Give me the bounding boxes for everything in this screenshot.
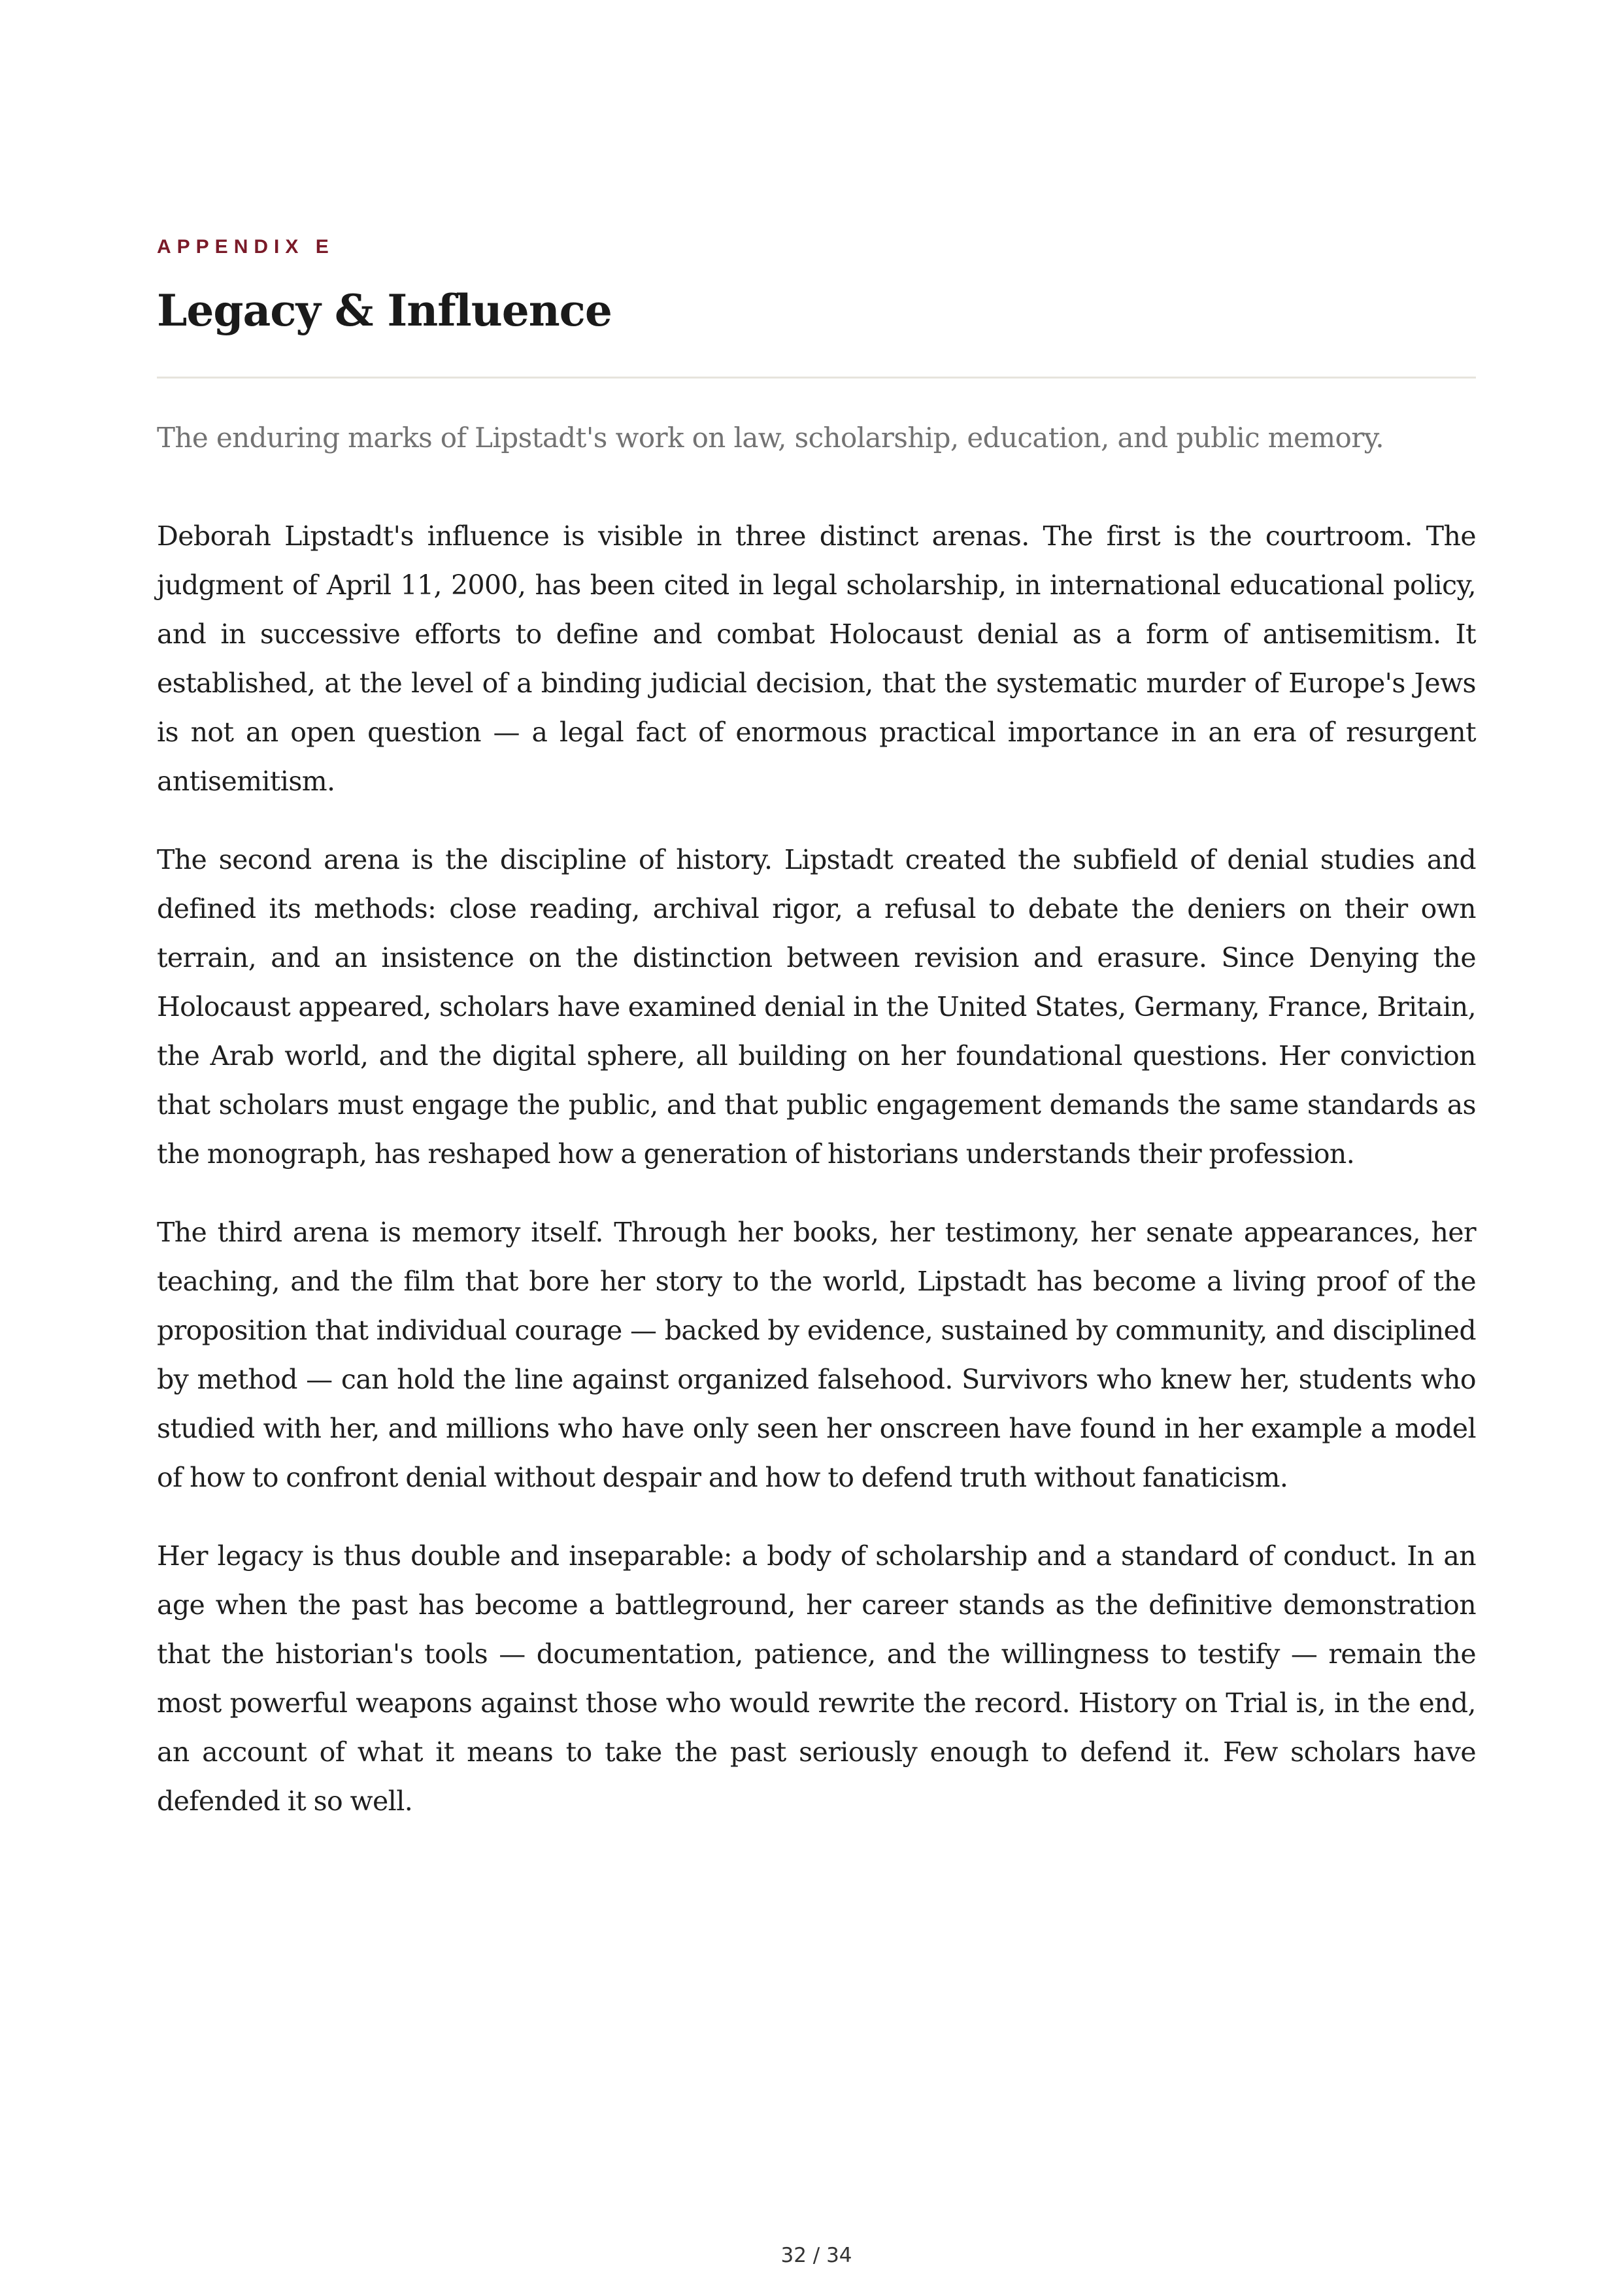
paragraph-history: The second arena is the discipline of history. Lipstadt created the subfield of denial studies and defined its methods: close reading, archival rigor, a refusal to debate the deniers on their own terrain, and an insistence on the distinction between revision and erasure. Since Denying the Holocaust appeared, scholars have examined denial in the United States, Germany, France, Britain, the Arab world, and the digital sphere, all building on her foundational questions. Her conviction that scholars must engage the public, and that public engagement demands the same standards as the monograph, has reshaped how a generation of historians understands their profession. [157,844,1476,1170]
paragraph-memory: The third arena is memory itself. Through her books, her testimony, her senate appearances, her teaching, and the film that bore her story to the world, Lipstadt has become a living proof of the proposition that individual courage — backed by evidence, sustained by community, and disciplined by method — can hold the line against organized falsehood. Survivors who knew her, students who studied with her, and millions who have only seen her onscreen have found in her example a model of how to confront denial without despair and how to defend truth without fanaticism. [157,1217,1476,1493]
paragraph-legacy: Her legacy is thus double and inseparable: a body of scholarship and a standard of conduct. In an age when the past has become a battleground, her career stands as the definitive demonstration that the historian's tools — documentation, patience, and the willingness to testify — remain the most powerful weapons against those who would rewrite the record. History on Trial is, in the end, an account of what it means to take the past seriously enough to defend it. Few scholars have defended it so well. [157,1540,1476,1817]
body-text [157,512,1476,1855]
paragraph-courtroom: Deborah Lipstadt's influence is visible in three distinct arenas. The first is the courtroom. The judgment of April 11, 2000, has been cited in legal scholarship, in international educational policy, and in successive efforts to define and combat Holocaust denial as a form of antisemitism. It established, at the level of a binding judicial decision, that the systematic murder of Europe's Jews is not an open question — a legal fact of enormous practical importance in an era of resurgent antisemitism. [157,520,1476,797]
page-subtitle: The enduring marks of Lipstadt's work on law, scholarship, education, and public memory. [157,422,1384,454]
page-title: Legacy & Influence [157,285,612,336]
document-page [157,0,1476,2296]
page-number: 32 / 34 [780,2244,852,2267]
header-divider [157,377,1476,379]
appendix-label: APPENDIX E [157,236,335,258]
